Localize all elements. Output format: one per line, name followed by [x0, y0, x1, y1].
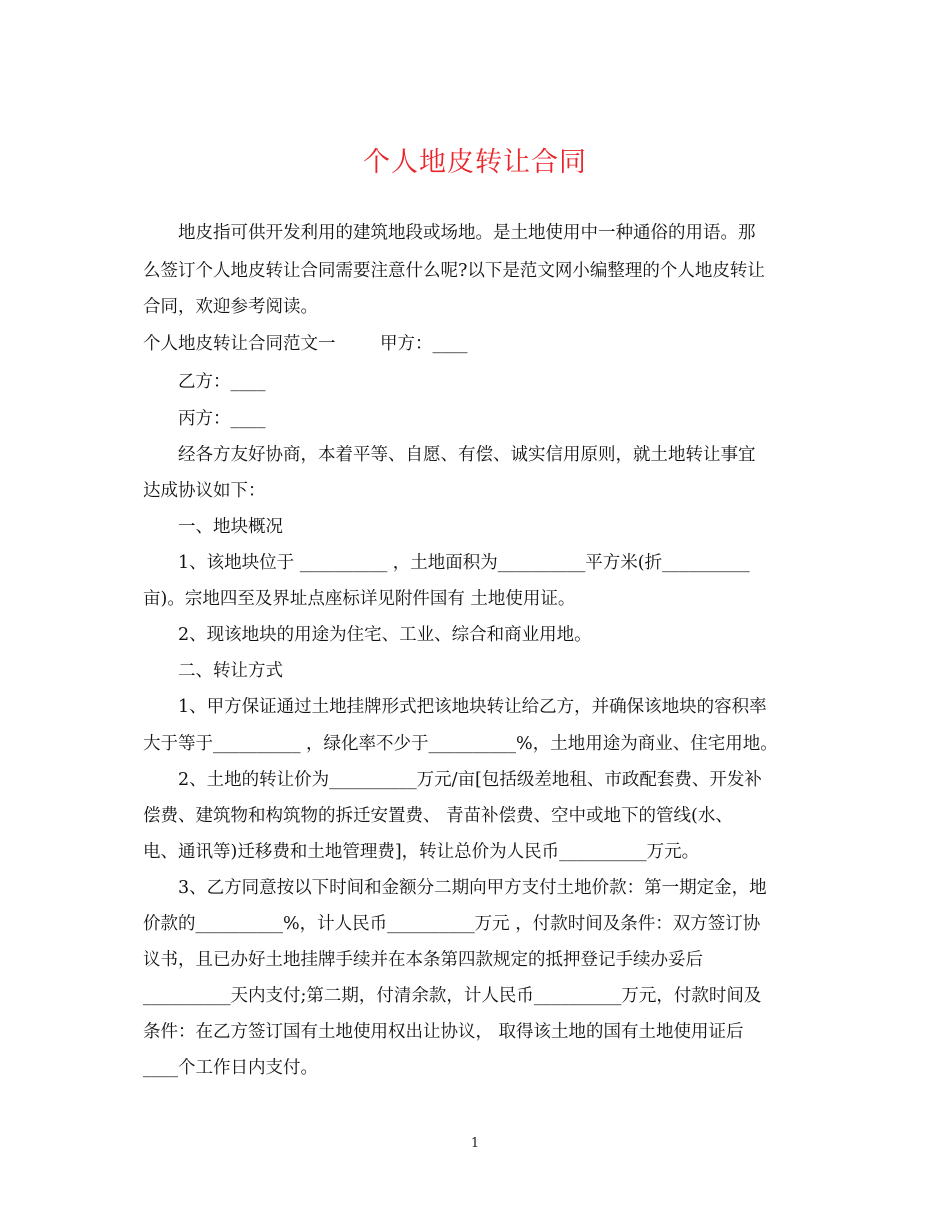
clause-line: 2、现该地块的用途为住宅、工业、综合和商业用地。 [178, 625, 592, 645]
paragraph-line: 么签订个人地皮转让合同需要注意什么呢?以下是范文网小编整理的个人地皮转让 [143, 261, 765, 281]
clause-line: 3、乙方同意按以下时间和金额分二期向甲方支付土地价款：第一期定金，地 [178, 878, 767, 898]
clause-line: 偿费、建筑物和构筑物的拆迁安置费、 青苗补偿费、空中或地下的管线(水、 [143, 806, 733, 826]
party-b-line: 乙方：____ [178, 372, 266, 392]
clause-line: 大于等于__________ ，绿化率不少于__________%，土地用途为商业、住宅用地。 [143, 734, 778, 754]
section-heading-line: 个人地皮转让合同范文一 甲方：____ [143, 334, 468, 354]
paragraph-line: 地皮指可供开发利用的建筑地段或场地。是土地使用中一种通俗的用语。那 [178, 223, 756, 243]
clause-line: __________天内支付;第二期，付清余款，计人民币__________万元，付款时间及 [143, 986, 762, 1006]
paragraph-line: 经各方友好协商，本着平等、自愿、有偿、诚实信用原则，就土地转让事宜 [178, 445, 756, 465]
clause-line: 议书，且已办好土地挂牌手续并在本条第四款规定的抵押登记手续办妥后 [143, 950, 703, 970]
clause-line: 价款的__________%，计人民币__________万元 ，付款时间及条件：双方签订协 [143, 914, 761, 934]
paragraph-line: 达成协议如下： [143, 481, 266, 501]
paragraph-line: 合同，欢迎参考阅读。 [143, 297, 318, 317]
page-number: 1 [470, 1136, 480, 1151]
document-title: 个人地皮转让合同 [363, 147, 587, 178]
clause-line: 2、土地的转让价为__________万元/亩[包括级差地租、市政配套费、开发补 [178, 770, 762, 790]
clause-line: 1、该地块位于 __________ ，土地面积为__________平方米(折__________ [178, 553, 750, 573]
clause-line: 亩)。宗地四至及界址点座标详见附件国有 土地使用证。 [143, 589, 576, 609]
section-heading: 二、转让方式 [178, 661, 283, 681]
clause-line: 1、甲方保证通过土地挂牌形式把该地块转让给乙方，并确保该地块的容积率 [178, 697, 767, 717]
party-c-line: 丙方：____ [178, 409, 266, 429]
section-heading: 一、地块概况 [178, 517, 283, 537]
clause-line: ____个工作日内支付。 [143, 1058, 318, 1078]
clause-line: 电、通讯等)迁移费和土地管理费]，转让总价为人民币__________万元。 [143, 842, 700, 862]
clause-line: 条件：在乙方签订国有土地使用权出让协议， 取得该土地的国有土地使用证后 [143, 1022, 744, 1042]
